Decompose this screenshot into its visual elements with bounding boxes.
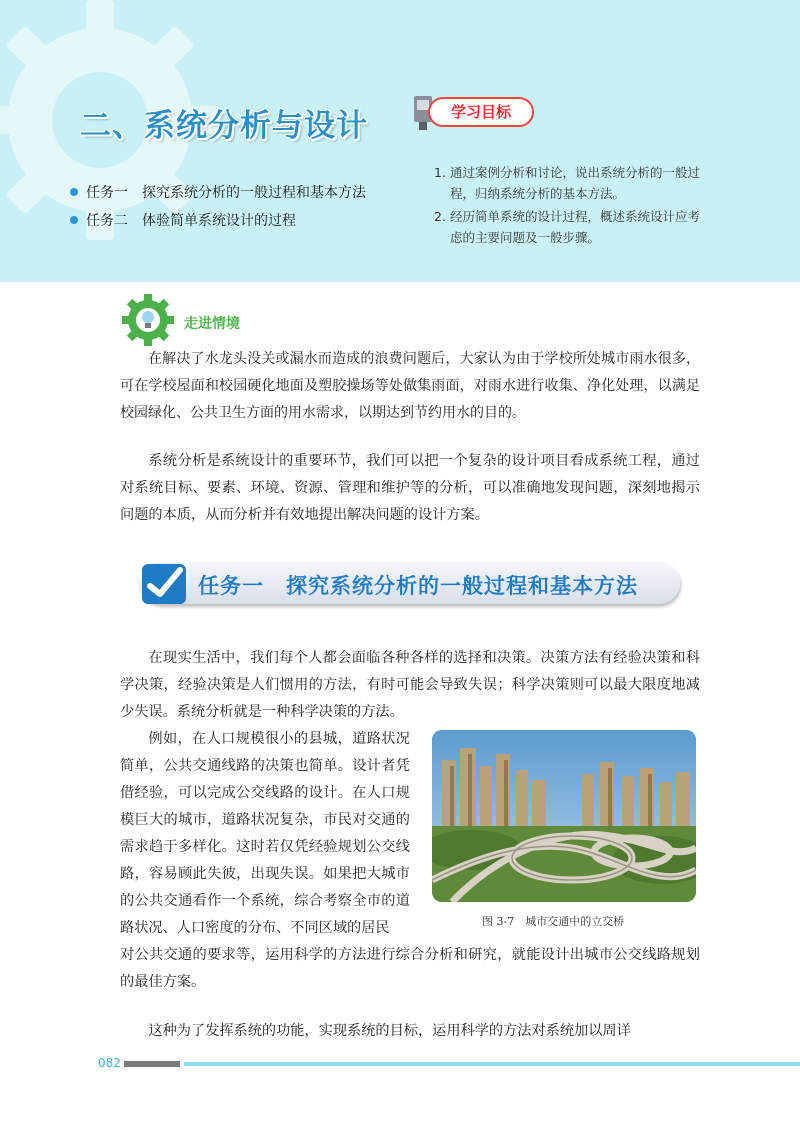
goal-number: 1. bbox=[434, 165, 446, 180]
page-footer bbox=[0, 1052, 800, 1076]
goal-item bbox=[434, 206, 704, 248]
footer-bar bbox=[124, 1061, 180, 1067]
intro-section-label: 走进情境 bbox=[184, 316, 240, 332]
chapter-header bbox=[0, 0, 800, 282]
body-paragraph: 这种为了发挥系统的功能，实现系统的目标，运用科学的方法对系统加以周详 bbox=[148, 1023, 631, 1039]
task-text: 探究系统分析的一般过程和基本方法 bbox=[142, 185, 366, 201]
city-overpass-image bbox=[432, 730, 696, 902]
task-label: 任务二 bbox=[86, 213, 128, 229]
task-item bbox=[70, 206, 366, 234]
lightbulb-gear-icon bbox=[120, 292, 180, 348]
bullet-icon bbox=[70, 188, 78, 196]
task-label: 任务一 bbox=[86, 185, 128, 201]
bullet-icon bbox=[70, 216, 78, 224]
intro-paragraph: 在解决了水龙头没关或漏水而造成的浪费问题后，大家认为由于学校所处城市雨水很多，可在学校屋面和校园硬化地面及塑胶操场等处做集雨面，对雨水进行收集、净化处理，以满足校园绿化、公共卫生方面的用水需求，以期达到节约用水的目的。 bbox=[120, 351, 700, 421]
footer-line bbox=[184, 1062, 800, 1066]
checkmark-icon bbox=[140, 560, 190, 608]
goal-text: 通过案例分析和讨论，说出系统分析的一般过程，归纳系统分析的基本方法。 bbox=[450, 165, 701, 201]
task-list bbox=[70, 178, 366, 234]
goal-item bbox=[434, 162, 704, 204]
task-banner-title bbox=[198, 570, 638, 600]
overpass-photo bbox=[432, 730, 696, 902]
task-text: 体验简单系统设计的过程 bbox=[142, 213, 296, 229]
task-banner-text: 探究系统分析的一般过程和基本方法 bbox=[286, 574, 638, 598]
task-banner-label: 任务一 bbox=[198, 574, 264, 598]
wrapped-text: 例如，在人口规模很小的县城，道路状况简单，公共交通线路的决策也简单。设计者凭借经验，可以完成公交线路的设计。在人口规模巨大的城市，道路状况复杂，市民对交通的需求趋于多样化。这时若仅凭经验规划公交线路，容易顾此失彼，出现失误。如果把大城市的公共交通看作一个系统，综合考察全市的道路状况、人口密度的分布、不同区域的居民 bbox=[120, 731, 410, 936]
wrapped-text-continued: 对公共交通的要求等，运用科学的方法进行综合分析和研究，就能设计出城市公交线路规划的最佳方案。 bbox=[120, 947, 700, 990]
page-number: 082 bbox=[98, 1056, 121, 1070]
figure-caption: 图 3-7 城市交通中的立交桥 bbox=[482, 915, 625, 928]
task-item bbox=[70, 178, 366, 206]
goal-number: 2. bbox=[434, 209, 446, 224]
learning-goals-list bbox=[434, 162, 704, 250]
task-banner bbox=[140, 562, 680, 608]
learning-goals-label: 学习目标 bbox=[428, 97, 534, 127]
body-paragraph: 在现实生活中，我们每个人都会面临各种各样的选择和决策。决策方法有经验决策和科学决策，经验决策是人们惯用的方法，有时可能会导致失误；科学决策则可以最大限度地减少失误。系统分析就是一种科学决策的方法。 bbox=[120, 650, 700, 720]
goal-text: 经历简单系统的设计过程，概述系统设计应考虑的主要问题及一般步骤。 bbox=[450, 209, 701, 245]
chapter-title: 二、系统分析与设计 bbox=[80, 108, 368, 144]
body-paragraph: 系统分析是系统设计的重要环节，我们可以把一个复杂的设计项目看成系统工程，通过对系统目标、要素、环境、资源、管理和维护等的分析，可以准确地发现问题，深刻地揭示问题的本质，从而分析并有效地提出解决问题的设计方案。 bbox=[120, 453, 700, 523]
